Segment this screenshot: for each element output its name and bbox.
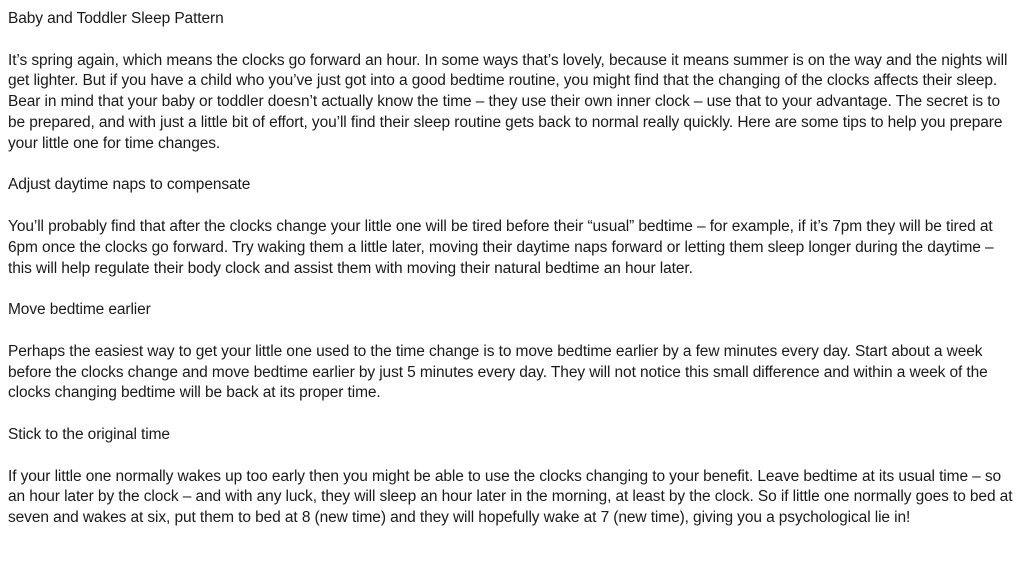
spacer [8, 321, 1016, 342]
document-title: Baby and Toddler Sleep Pattern [8, 10, 224, 27]
spacer [8, 446, 1016, 467]
spacer [8, 155, 1016, 176]
intro-paragraph: It’s spring again, which means the clocks go forward an hour. In some ways that’s lovely, because it means summer is on the way and the nights will get lighter. But if you have a child who you’ve just got into a good bedtime routine, you might find that the changing of the clocks affects their sleep. Bear in mind that your baby or toddler doesn’t actually know the time – they use their own inner clock – use that to your advantage. The secret is to be prepared, and with just a little bit of effort, you’ll find their sleep routine gets back to normal really quickly. Here are some tips to help you prepare your little one for time changes. [8, 51, 1008, 152]
section-body-original-time: If your little one normally wakes up too early then you might be able to use the clocks changing to your benefit. Leave bedtime at its usual time – so an hour later by the clock – and with any luck, they will sleep an hour later in the morning, at least by the clock. So if little one normally goes to bed at seven and wakes at six, put them to bed at 8 (new time) and they will hopefully wake at 7 (new time), giving you a psychological lie in! [8, 467, 1013, 527]
spacer [8, 196, 1016, 217]
section-heading-original-time: Stick to the original time [8, 425, 170, 443]
section-body-naps: You’ll probably find that after the clocks change your little one will be tired before their “usual” bedtime – for example, if it’s 7pm they will be tired at 6pm once the clocks go forward. Try waking them a little later, moving their daytime naps forward or letting them sleep longer during the daytime – this will help regulate their body clock and assist them with moving their natural bedtime an hour later. [8, 217, 994, 277]
spacer [8, 404, 1016, 425]
section-heading-bedtime: Move bedtime earlier [8, 301, 151, 319]
spacer [8, 279, 1016, 300]
section-heading-naps: Adjust daytime naps to compensate [8, 176, 251, 194]
section-body-bedtime: Perhaps the easiest way to get your little one used to the time change is to move bedtime earlier by a few minutes every day. Start about a week before the clocks change and move bedtime earlier by just 5 minutes every day. They will not notice this small difference and within a week of the clocks changing bedtime will be back at its proper time. [8, 342, 988, 402]
spacer [8, 30, 1016, 51]
